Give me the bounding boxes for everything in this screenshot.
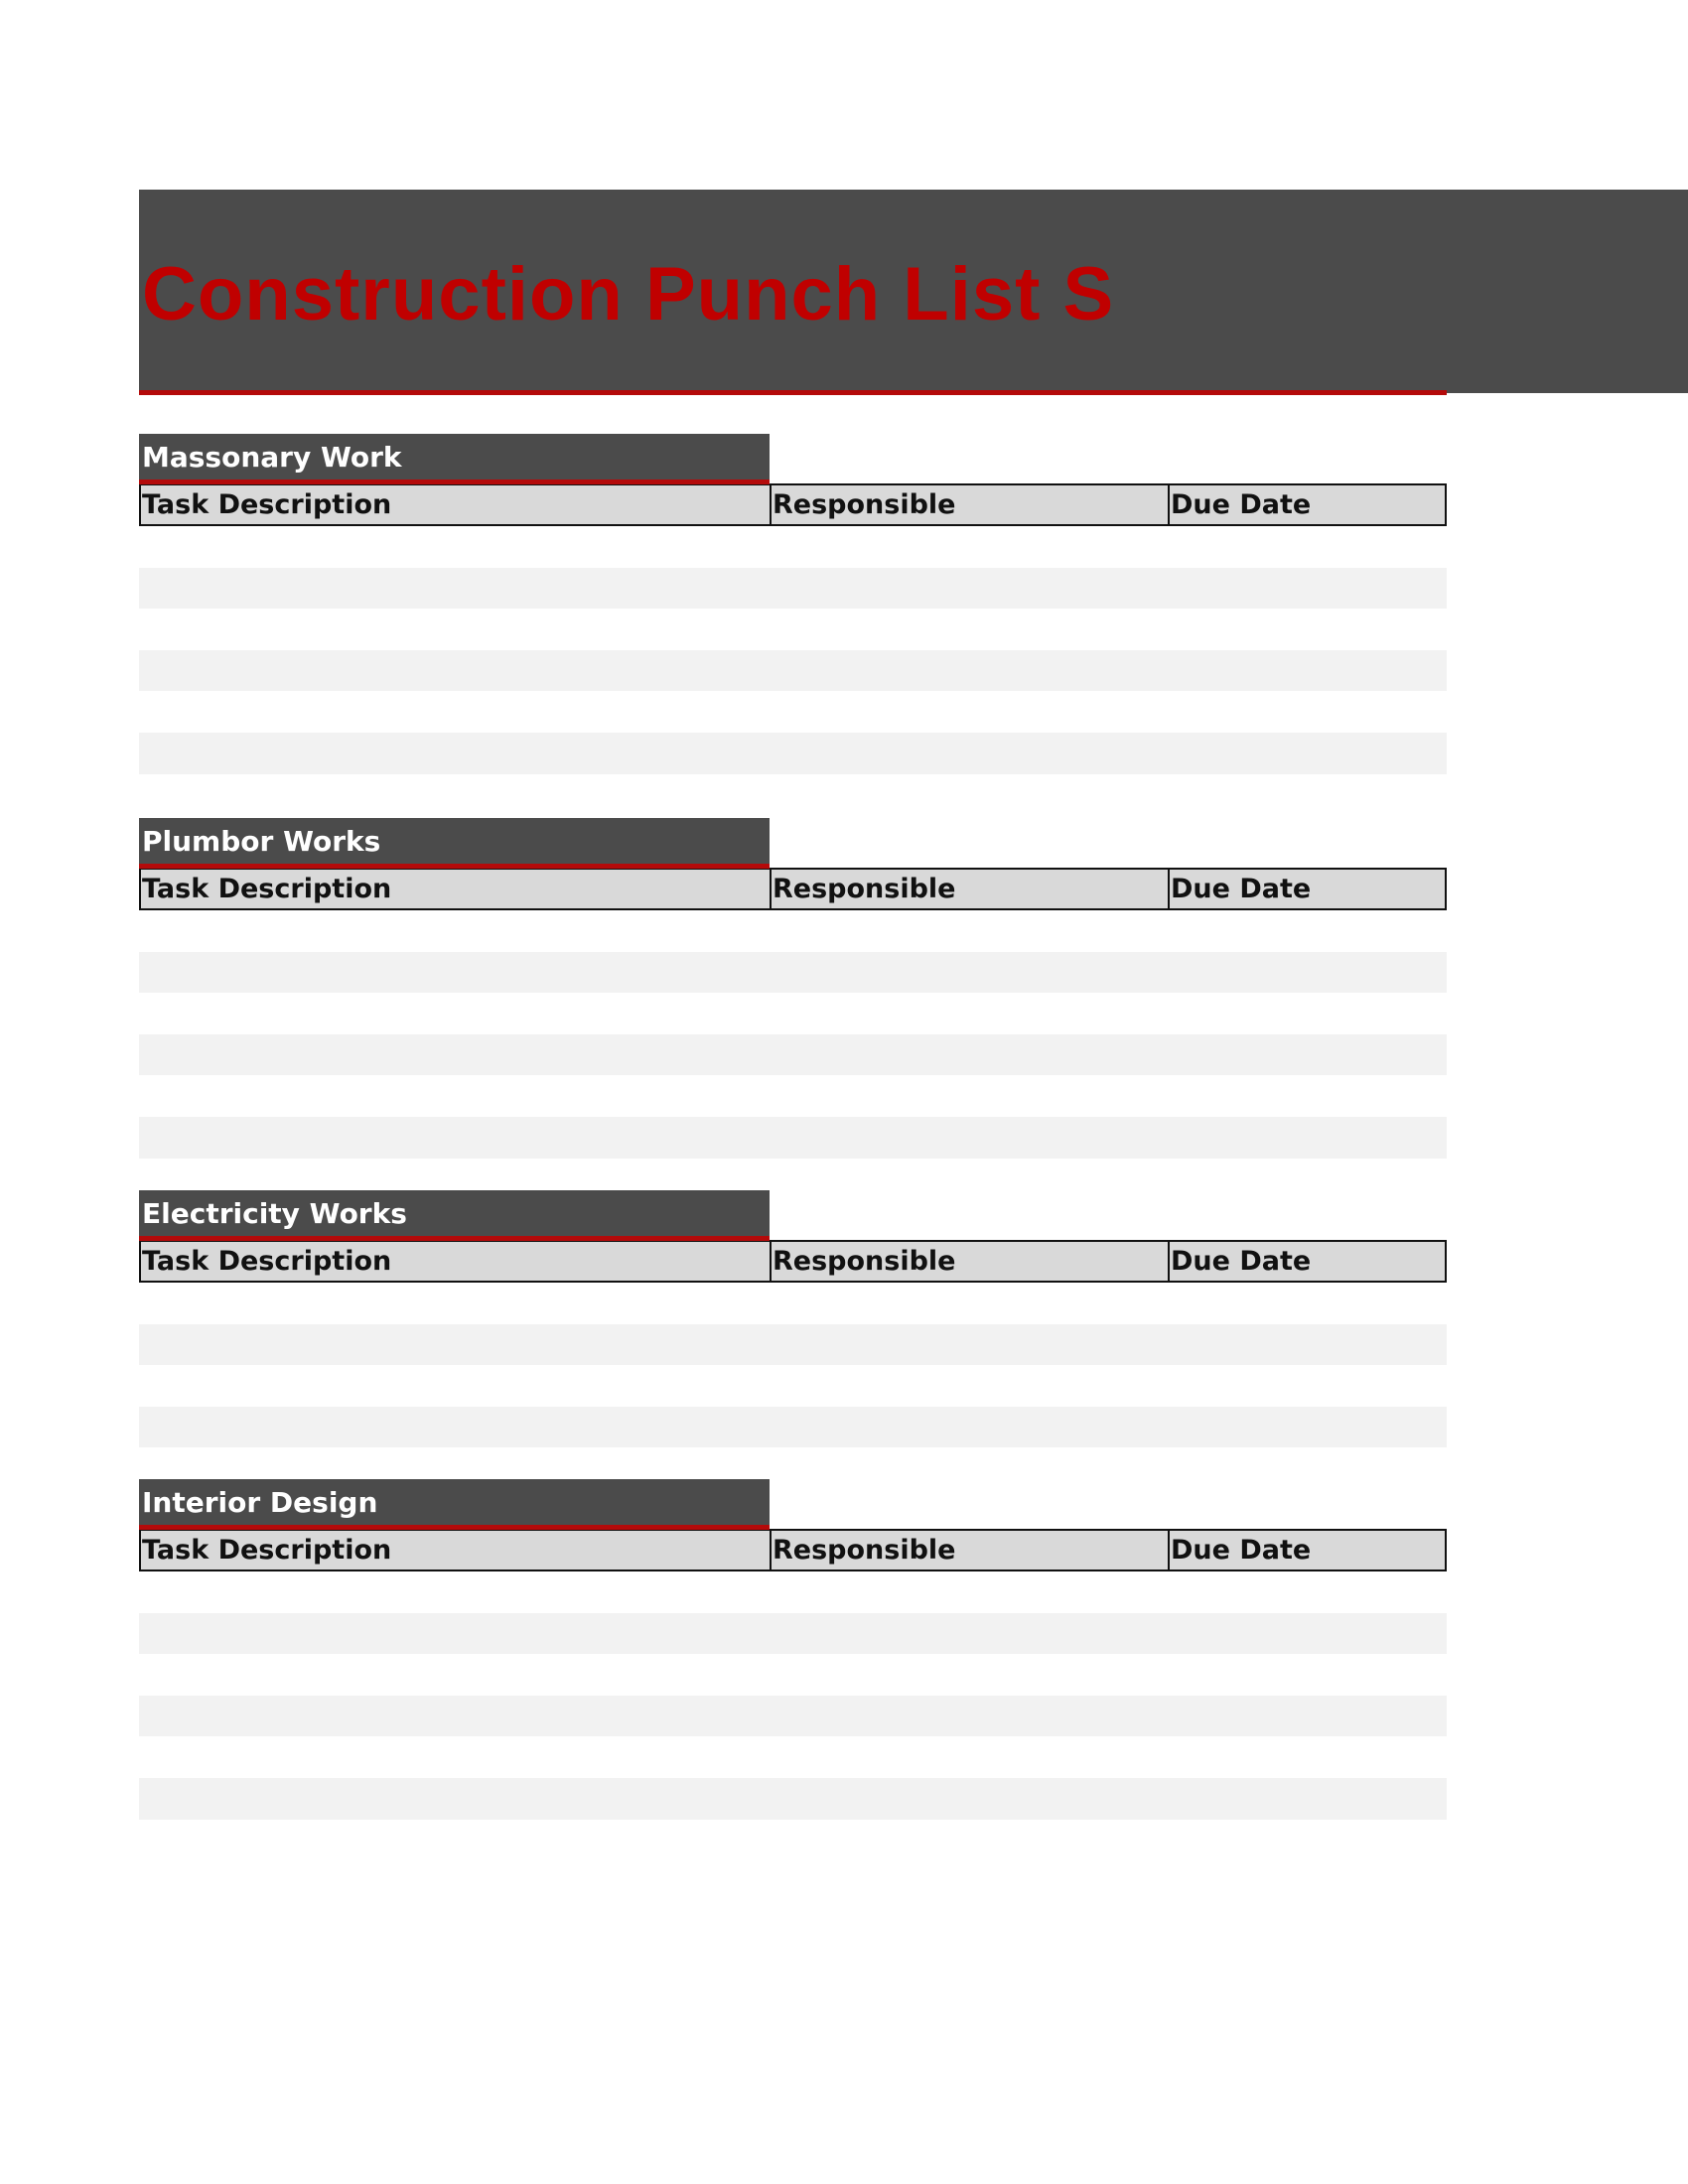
task-row[interactable] bbox=[139, 1117, 1447, 1159]
column-header-row bbox=[139, 1240, 1447, 1283]
section-header bbox=[139, 1190, 770, 1241]
column-header-responsible: Responsible bbox=[772, 1242, 1170, 1281]
task-row[interactable] bbox=[139, 691, 1447, 733]
task-row[interactable] bbox=[139, 910, 1447, 952]
section-title: Interior Design bbox=[142, 1486, 378, 1519]
task-row[interactable] bbox=[139, 1696, 1447, 1737]
section-masonry-work bbox=[139, 434, 1447, 774]
task-row[interactable] bbox=[139, 1365, 1447, 1407]
column-header-task-description: Task Description bbox=[141, 1242, 772, 1281]
column-header-due-date: Due Date bbox=[1171, 489, 1312, 520]
column-header-task-description: Task Description bbox=[141, 485, 772, 524]
column-header-row bbox=[139, 483, 1447, 526]
task-row[interactable] bbox=[139, 650, 1447, 692]
task-row[interactable] bbox=[139, 993, 1447, 1034]
task-row[interactable] bbox=[139, 1034, 1447, 1076]
task-row[interactable] bbox=[139, 1613, 1447, 1655]
task-row[interactable] bbox=[139, 1654, 1447, 1696]
column-header-responsible: Responsible bbox=[772, 485, 1170, 524]
section-header bbox=[139, 1479, 770, 1530]
column-header-task-description: Task Description bbox=[141, 870, 772, 908]
task-row[interactable] bbox=[139, 1407, 1447, 1448]
task-row[interactable] bbox=[139, 733, 1447, 774]
column-header-responsible: Responsible bbox=[772, 870, 1170, 908]
section-header bbox=[139, 818, 770, 869]
task-row[interactable] bbox=[139, 568, 1447, 610]
section-title: Massonary Work bbox=[142, 441, 402, 474]
task-row[interactable] bbox=[139, 1075, 1447, 1117]
column-header-due-date: Due Date bbox=[1171, 1246, 1312, 1277]
section-title: Plumbor Works bbox=[142, 825, 381, 858]
section-plumbing-works bbox=[139, 818, 1447, 1159]
page-title: Construction Punch List S bbox=[142, 252, 1115, 337]
section-electricity-works bbox=[139, 1190, 1447, 1447]
section-header bbox=[139, 434, 770, 484]
title-underline bbox=[139, 390, 1447, 395]
task-row[interactable] bbox=[139, 1736, 1447, 1778]
task-row[interactable] bbox=[139, 952, 1447, 994]
task-row[interactable] bbox=[139, 1283, 1447, 1324]
column-header-responsible: Responsible bbox=[772, 1531, 1170, 1570]
column-header-due-date: Due Date bbox=[1171, 1535, 1312, 1566]
task-row[interactable] bbox=[139, 1778, 1447, 1820]
task-row[interactable] bbox=[139, 1324, 1447, 1366]
column-header-task-description: Task Description bbox=[141, 1531, 772, 1570]
column-header-due-date: Due Date bbox=[1171, 874, 1312, 904]
column-header-row bbox=[139, 868, 1447, 910]
column-header-row bbox=[139, 1529, 1447, 1571]
section-title: Electricity Works bbox=[142, 1197, 407, 1230]
task-row[interactable] bbox=[139, 1571, 1447, 1613]
section-interior-design bbox=[139, 1479, 1447, 1820]
task-row[interactable] bbox=[139, 609, 1447, 650]
task-row[interactable] bbox=[139, 526, 1447, 568]
